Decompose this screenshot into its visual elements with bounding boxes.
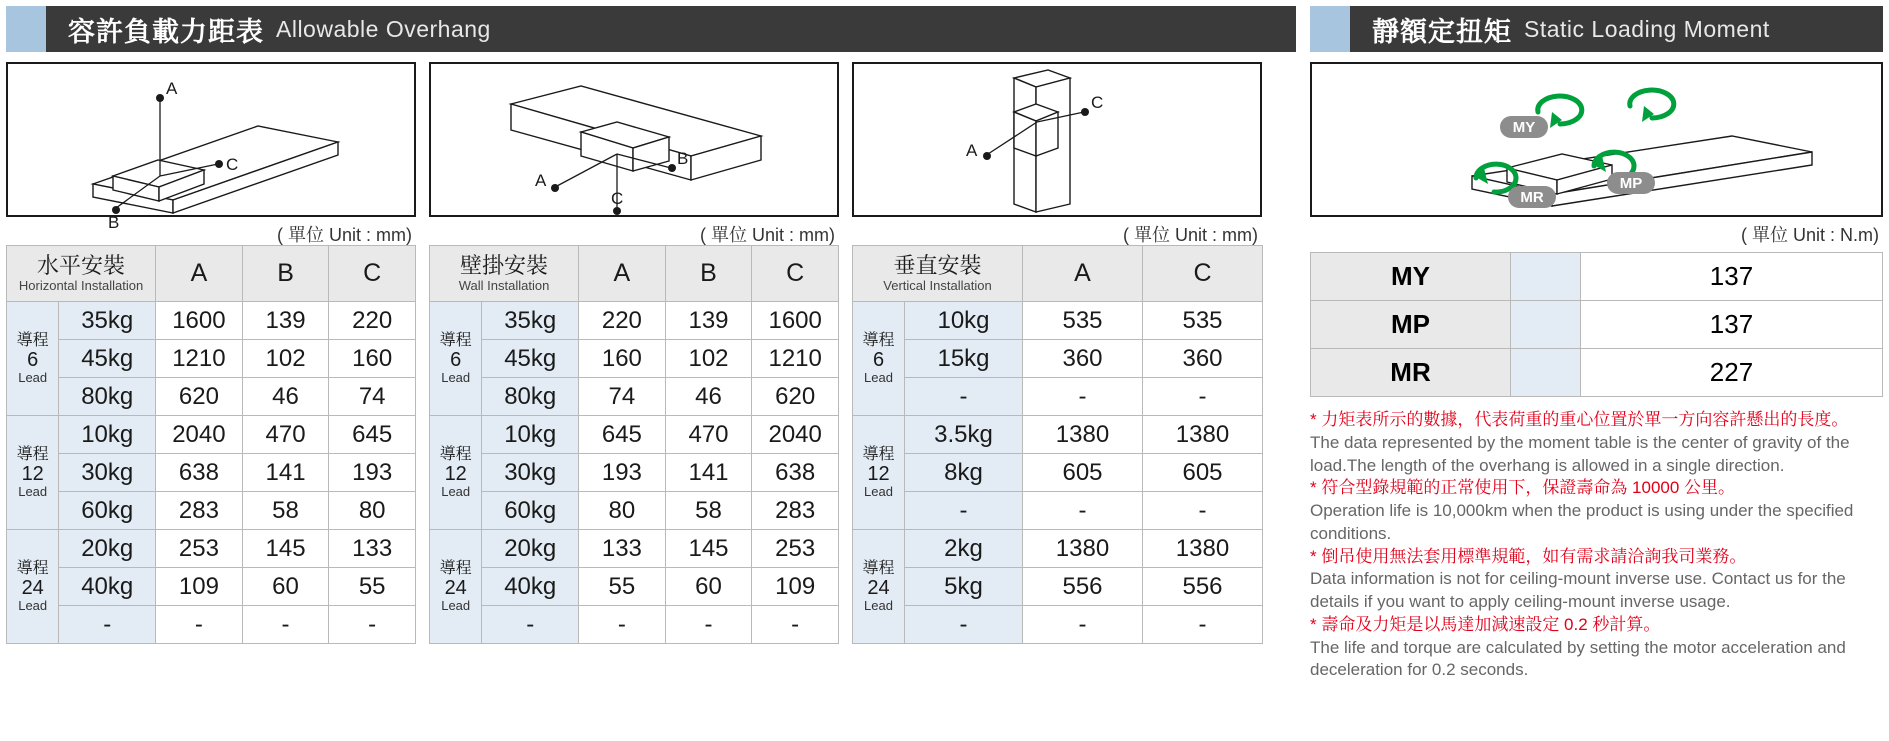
- cell-a: 193: [579, 454, 666, 492]
- moment-diagram-label-my: MY: [1512, 119, 1536, 136]
- cell-a: 220: [579, 302, 666, 340]
- lead-group-cell: [7, 416, 59, 530]
- table-row: [1311, 253, 1883, 301]
- table-row: [7, 378, 416, 416]
- allowable-overhang-panel: [6, 6, 1296, 644]
- load-value: 30kg: [482, 454, 579, 492]
- lead-label-cn: 導程: [439, 559, 472, 577]
- moment-spacer: [1511, 253, 1581, 301]
- lead-label-cn: 導程: [862, 445, 895, 463]
- cell-a: 80: [579, 492, 666, 530]
- lead-label-en: Lead: [18, 483, 48, 499]
- cell-c: 109: [752, 568, 839, 606]
- static-loading-moment-header: [1310, 6, 1883, 52]
- table-row: [7, 492, 416, 530]
- cell-a: -: [156, 606, 243, 644]
- column-header-c: C: [752, 246, 839, 302]
- diagram-label-a: A: [166, 79, 178, 98]
- cell-a: 109: [156, 568, 243, 606]
- allowable-overhang-header: [6, 6, 1296, 52]
- table-row: [7, 530, 416, 568]
- header-title-en: Allowable Overhang: [276, 15, 491, 42]
- note-4-cn: * 壽命及力矩是以馬達加減速設定 0.2 秒計算。: [1310, 614, 1661, 634]
- diagram-label-a: A: [535, 171, 547, 190]
- table-row: [430, 378, 839, 416]
- table-row: [7, 606, 416, 644]
- cell-c: 133: [329, 530, 416, 568]
- table-title-en: Horizontal Installation: [18, 277, 144, 293]
- cell-a: 133: [579, 530, 666, 568]
- cell-a: 360: [1023, 340, 1143, 378]
- cell-a: 1600: [156, 302, 243, 340]
- lead-number: 24: [444, 576, 467, 599]
- load-value: 35kg: [482, 302, 579, 340]
- column-header-b: B: [665, 246, 752, 302]
- cell-c: 55: [329, 568, 416, 606]
- table-row: [853, 568, 1263, 606]
- cell-c: 193: [329, 454, 416, 492]
- cell-a: 1380: [1023, 530, 1143, 568]
- cell-c: 1380: [1143, 416, 1263, 454]
- table-row: [853, 454, 1263, 492]
- lead-label-en: Lead: [864, 483, 893, 499]
- column-header-b: B: [242, 246, 329, 302]
- lead-number: 12: [21, 462, 44, 485]
- cell-c: -: [329, 606, 416, 644]
- load-value: 45kg: [482, 340, 579, 378]
- cell-c: 638: [752, 454, 839, 492]
- table-row: [853, 340, 1263, 378]
- lead-group-cell: [430, 302, 482, 416]
- cell-c: 1380: [1143, 530, 1263, 568]
- table-row: [7, 454, 416, 492]
- cell-a: 1210: [156, 340, 243, 378]
- cell-c: 360: [1143, 340, 1263, 378]
- load-value: 3.5kg: [905, 416, 1023, 454]
- cell-c: 2040: [752, 416, 839, 454]
- table-row: [7, 568, 416, 606]
- note-4-en: The life and torque are calculated by setting the motor acceleration and deceleration for 0.2 seconds.: [1310, 637, 1846, 680]
- cell-b: 58: [242, 492, 329, 530]
- table-row: [7, 340, 416, 378]
- load-value: -: [482, 606, 579, 644]
- moment-value: 137: [1581, 301, 1883, 349]
- lead-label-cn: 導程: [16, 445, 49, 463]
- cell-b: -: [665, 606, 752, 644]
- cell-c: 645: [329, 416, 416, 454]
- load-value: 80kg: [482, 378, 579, 416]
- cell-c: -: [1143, 492, 1263, 530]
- header-title-en: Static Loading Moment: [1524, 15, 1770, 42]
- cell-a: -: [1023, 378, 1143, 416]
- table-row: [1311, 349, 1883, 397]
- lead-number: 12: [867, 462, 890, 485]
- horizontal-installation-diagram: [6, 62, 416, 232]
- lead-number: 6: [872, 348, 885, 371]
- load-value: 10kg: [905, 302, 1023, 340]
- cell-a: 620: [156, 378, 243, 416]
- diagram-label-c: C: [611, 189, 624, 208]
- cell-a: 556: [1023, 568, 1143, 606]
- column-header-a: A: [579, 246, 666, 302]
- lead-label-cn: 導程: [862, 559, 895, 577]
- cell-b: 470: [242, 416, 329, 454]
- cell-c: 1210: [752, 340, 839, 378]
- table-row: [430, 302, 839, 340]
- vertical-installation-table: [852, 245, 1263, 644]
- cell-b: 58: [665, 492, 752, 530]
- unit-note-horizontal: ( 單位 Unit : mm): [277, 225, 412, 245]
- table-title-cn: 水平安裝: [37, 253, 126, 279]
- table-row: [853, 606, 1263, 644]
- lead-group-cell: [853, 530, 905, 644]
- cell-a: 253: [156, 530, 243, 568]
- cell-c: 160: [329, 340, 416, 378]
- load-value: 20kg: [482, 530, 579, 568]
- load-value: 80kg: [59, 378, 156, 416]
- cell-b: -: [242, 606, 329, 644]
- spec-tables-row: [6, 245, 1296, 644]
- note-3-cn: * 倒吊使用無法套用標準規範，如有需求請洽詢我司業務。: [1310, 546, 1747, 566]
- lead-label-en: Lead: [18, 597, 48, 613]
- load-value: -: [905, 492, 1023, 530]
- moment-label: MR: [1311, 349, 1511, 397]
- cell-b: 102: [242, 340, 329, 378]
- cell-b: 60: [242, 568, 329, 606]
- lead-group-cell: [853, 302, 905, 416]
- table-title-cell: [853, 246, 1023, 302]
- cell-b: 470: [665, 416, 752, 454]
- load-value: 35kg: [59, 302, 156, 340]
- cell-c: -: [752, 606, 839, 644]
- load-value: 15kg: [905, 340, 1023, 378]
- load-value: 2kg: [905, 530, 1023, 568]
- cell-a: 605: [1023, 454, 1143, 492]
- notes-block: [1310, 409, 1883, 682]
- load-value: 8kg: [905, 454, 1023, 492]
- cell-b: 141: [242, 454, 329, 492]
- cell-a: 283: [156, 492, 243, 530]
- diagram-label-b: B: [108, 213, 120, 232]
- table-title-cn: 壁掛安裝: [460, 253, 549, 279]
- note-1-cn: * 力矩表所示的數據，代表荷重的重心位置於單一方向容許懸出的長度。: [1310, 410, 1849, 429]
- moment-value: 227: [1581, 349, 1883, 397]
- cell-c: 220: [329, 302, 416, 340]
- lead-label-cn: 導程: [16, 559, 49, 577]
- diagram-label-b: B: [677, 149, 689, 168]
- column-header-a: A: [156, 246, 243, 302]
- table-row: [430, 568, 839, 606]
- table-title-cell: [430, 246, 579, 302]
- moment-spacer: [1511, 349, 1581, 397]
- cell-c: 80: [329, 492, 416, 530]
- table-row: [430, 492, 839, 530]
- lead-label-en: Lead: [864, 369, 893, 385]
- cell-b: 102: [665, 340, 752, 378]
- lead-number: 24: [867, 576, 890, 599]
- lead-group-cell: [430, 416, 482, 530]
- load-value: 60kg: [482, 492, 579, 530]
- static-loading-moment-panel: [1310, 6, 1883, 682]
- cell-b: 60: [665, 568, 752, 606]
- table-row: [853, 378, 1263, 416]
- note-2-en: Operation life is 10,000km when the product is using under the specified conditions.: [1310, 501, 1854, 543]
- moment-label: MY: [1311, 253, 1511, 301]
- load-value: 10kg: [482, 416, 579, 454]
- cell-b: 145: [242, 530, 329, 568]
- lead-label-en: Lead: [18, 369, 48, 385]
- lead-group-cell: [7, 302, 59, 416]
- note-2-cn: * 符合型錄規範的正常使用下，保證壽命為 10000 公里。: [1310, 478, 1736, 498]
- load-value: 5kg: [905, 568, 1023, 606]
- table-row: [853, 416, 1263, 454]
- horizontal-installation-table: [6, 245, 416, 644]
- column-header-c: C: [1143, 246, 1263, 302]
- cell-a: 160: [579, 340, 666, 378]
- table-row: [7, 416, 416, 454]
- cell-c: 556: [1143, 568, 1263, 606]
- table-header-row: [7, 246, 416, 302]
- cell-c: -: [1143, 378, 1263, 416]
- lead-label-en: Lead: [441, 369, 471, 385]
- cell-a: 645: [579, 416, 666, 454]
- cell-c: 605: [1143, 454, 1263, 492]
- table-row: [853, 530, 1263, 568]
- table-title-en: Vertical Installation: [883, 277, 992, 293]
- cell-b: 139: [242, 302, 329, 340]
- wall-installation-diagram: [429, 62, 839, 217]
- vertical-installation-diagram: [852, 62, 1262, 217]
- header-bar: [46, 6, 1296, 52]
- table-row: [1311, 301, 1883, 349]
- diagram-label-c: C: [226, 155, 239, 174]
- lead-label-cn: 導程: [439, 445, 472, 463]
- table-title-cell: [7, 246, 156, 302]
- header-color-swatch: [1310, 6, 1350, 52]
- table-row: [430, 606, 839, 644]
- lead-group-cell: [430, 530, 482, 644]
- lead-number: 12: [444, 462, 467, 485]
- load-value: -: [59, 606, 156, 644]
- table-row: [853, 302, 1263, 340]
- unit-note-wall: ( 單位 Unit : mm): [700, 225, 835, 245]
- unit-note-moment: ( 單位 Unit : N.m): [1741, 225, 1879, 245]
- header-title-cn: 靜額定扭矩: [1372, 16, 1512, 47]
- cell-a: 55: [579, 568, 666, 606]
- cell-c: 283: [752, 492, 839, 530]
- cell-b: 141: [665, 454, 752, 492]
- lead-label-cn: 導程: [862, 331, 895, 349]
- diagram-label-a: A: [966, 141, 978, 160]
- cell-a: -: [579, 606, 666, 644]
- load-value: -: [905, 378, 1023, 416]
- header-title-cn: 容許負載力距表: [68, 16, 264, 47]
- table-row: [7, 302, 416, 340]
- table-row: [430, 530, 839, 568]
- diagram-row: [6, 62, 1296, 232]
- moment-label: MP: [1311, 301, 1511, 349]
- table-row: [853, 492, 1263, 530]
- lead-label-en: Lead: [441, 597, 471, 613]
- cell-a: 2040: [156, 416, 243, 454]
- cell-a: 638: [156, 454, 243, 492]
- lead-number: 6: [27, 348, 39, 371]
- cell-a: 535: [1023, 302, 1143, 340]
- cell-b: 46: [242, 378, 329, 416]
- cell-c: 1600: [752, 302, 839, 340]
- moment-value: 137: [1581, 253, 1883, 301]
- cell-c: 74: [329, 378, 416, 416]
- moment-diagram: [1310, 62, 1883, 217]
- load-value: 45kg: [59, 340, 156, 378]
- lead-number: 6: [450, 348, 462, 371]
- load-value: 40kg: [482, 568, 579, 606]
- note-1-en: The data represented by the moment table is the center of gravity of the load.The length of the overhang is allowed in a single direction.: [1310, 432, 1850, 475]
- lead-group-cell: [7, 530, 59, 644]
- lead-label-cn: 導程: [16, 331, 49, 349]
- table-title-cn: 垂直安裝: [893, 253, 982, 279]
- table-header-row: [853, 246, 1263, 302]
- lead-label-en: Lead: [441, 483, 471, 499]
- unit-note-row: [6, 217, 1296, 245]
- cell-a: 1380: [1023, 416, 1143, 454]
- column-header-a: A: [1023, 246, 1143, 302]
- load-value: 30kg: [59, 454, 156, 492]
- table-header-row: [430, 246, 839, 302]
- cell-a: 74: [579, 378, 666, 416]
- load-value: 60kg: [59, 492, 156, 530]
- lead-number: 24: [21, 576, 44, 599]
- cell-c: 253: [752, 530, 839, 568]
- table-row: [430, 416, 839, 454]
- lead-label-en: Lead: [864, 597, 893, 613]
- cell-b: 139: [665, 302, 752, 340]
- cell-a: -: [1023, 492, 1143, 530]
- lead-label-cn: 導程: [439, 331, 472, 349]
- moment-spacer: [1511, 301, 1581, 349]
- moment-diagram-label-mp: MP: [1619, 175, 1643, 192]
- load-value: 40kg: [59, 568, 156, 606]
- cell-c: -: [1143, 606, 1263, 644]
- load-value: -: [905, 606, 1023, 644]
- cell-b: 46: [665, 378, 752, 416]
- note-3-en: Data information is not for ceiling-mount inverse use. Contact us for the details if you want to apply ceiling-mount inverse usage.: [1310, 569, 1846, 612]
- moment-diagram-label-mr: MR: [1520, 189, 1544, 206]
- header-bar: [1350, 6, 1883, 52]
- table-title-en: Wall Installation: [458, 277, 550, 293]
- static-loading-moment-table: [1310, 252, 1883, 397]
- cell-b: 145: [665, 530, 752, 568]
- header-color-swatch: [6, 6, 46, 52]
- cell-a: -: [1023, 606, 1143, 644]
- table-row: [430, 454, 839, 492]
- unit-note-vertical: ( 單位 Unit : mm): [1123, 225, 1258, 245]
- load-value: 10kg: [59, 416, 156, 454]
- cell-c: 620: [752, 378, 839, 416]
- load-value: 20kg: [59, 530, 156, 568]
- table-row: [430, 340, 839, 378]
- diagram-label-c: C: [1091, 93, 1104, 112]
- cell-c: 535: [1143, 302, 1263, 340]
- column-header-c: C: [329, 246, 416, 302]
- wall-installation-table: [429, 245, 839, 644]
- lead-group-cell: [853, 416, 905, 530]
